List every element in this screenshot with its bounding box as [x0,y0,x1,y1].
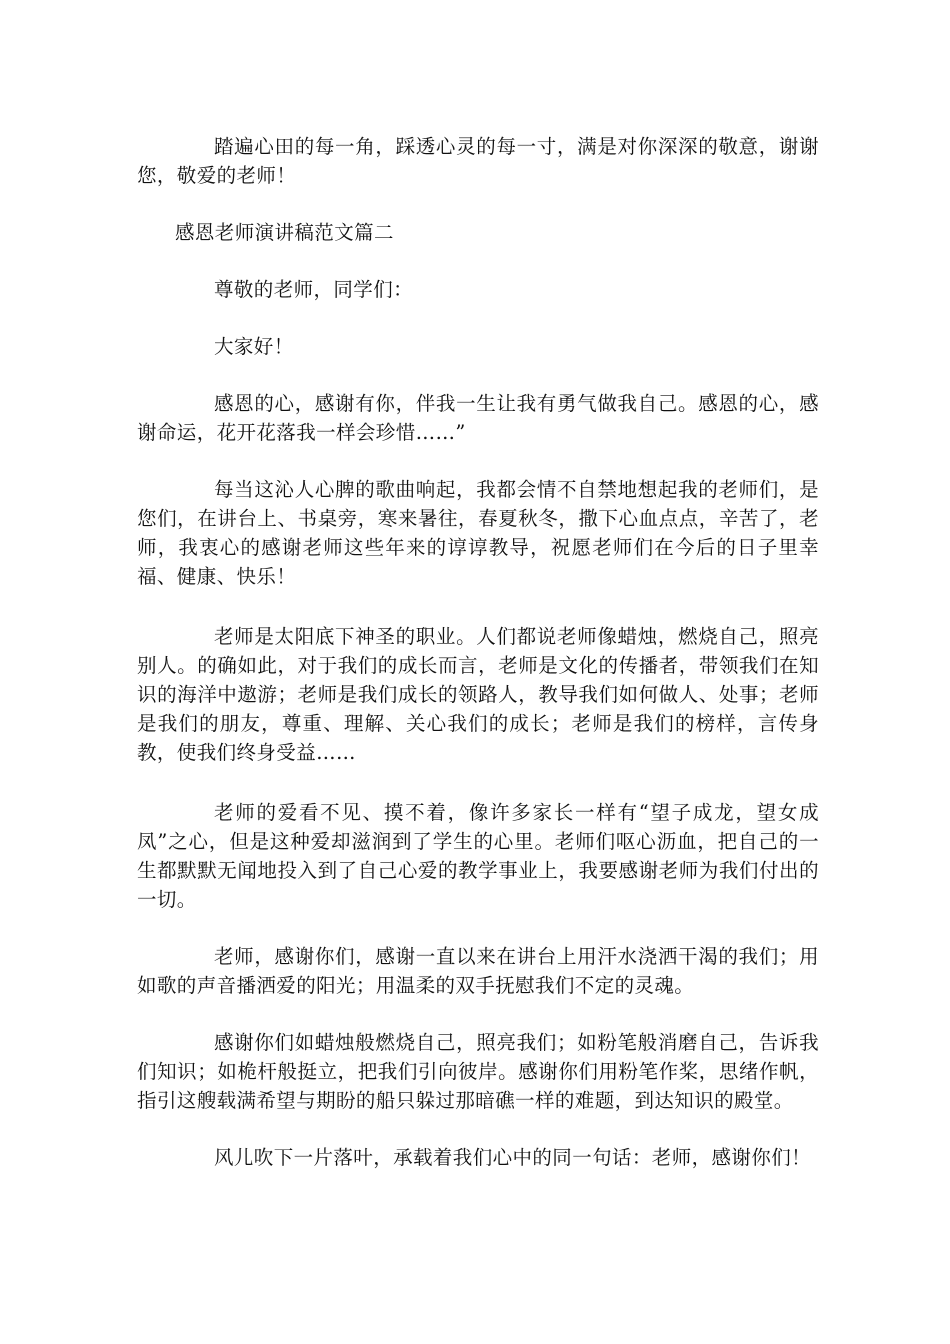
paragraph-salutation: 尊敬的老师，同学们： [214,278,414,301]
paragraph-thank-you: 老师，感谢你们，感谢一直以来在讲台上用汗水浇洒干渴的我们；用如歌的声音播洒爱的阳光；用温柔的双手抚慰我们不定的灵魂。 [137,945,819,997]
paragraph-teacher-love: 老师的爱看不见、摸不着，像许多家长一样有“望子成龙，望女成凤”之心，但是这种爱却滋润到了学生的心里。老师们呕心沥血，把自己的一生都默默无闻地投入到了自己心爱的教学事业上，我要感谢老师为我们付出的一切。 [137,801,819,911]
paragraph-song-lyrics: 感恩的心，感谢有你，伴我一生让我有勇气做我自己。感恩的心，感谢命运，花开花落我一样会珍惜……” [137,392,819,444]
section-heading: 感恩老师演讲稿范文篇二 [175,221,394,244]
paragraph-final-words: 风儿吹下一片落叶，承载着我们心中的同一句话：老师，感谢你们！ [214,1146,812,1169]
paragraph-greeting: 大家好！ [214,335,294,358]
paragraph-closing-thanks: 踏遍心田的每一角，踩透心灵的每一寸，满是对你深深的敬意，谢谢您，敬爱的老师！ [137,135,819,187]
paragraph-memories: 每当这沁人心脾的歌曲响起，我都会情不自禁地想起我的老师们，是您们，在讲台上、书桌旁，寒来暑往，春夏秋冬，撒下心血点点，辛苦了，老师，我衷心的感谢老师这些年来的谆谆教导，祝愿老师们在今后的日子里幸福、健康、快乐！ [137,478,819,588]
document-page [137,132,819,1172]
paragraph-metaphors: 感谢你们如蜡烛般燃烧自己，照亮我们；如粉笔般消磨自己，告诉我们知识；如桅杆般挺立，把我们引向彼岸。感谢你们用粉笔作桨，思绪作帆，指引这艘载满希望与期盼的船只躲过那暗礁一样的难题，到达知识的殿堂。 [137,1031,819,1112]
paragraph-noble-profession: 老师是太阳底下神圣的职业。人们都说老师像蜡烛，燃烧自己，照亮别人。的确如此，对于我们的成长而言，老师是文化的传播者，带领我们在知识的海洋中遨游；老师是我们成长的领路人，教导我们如何做人、处事；老师是我们的朋友，尊重、理解、关心我们的成长；老师是我们的榜样，言传身教，使我们终身受益…… [137,625,819,764]
